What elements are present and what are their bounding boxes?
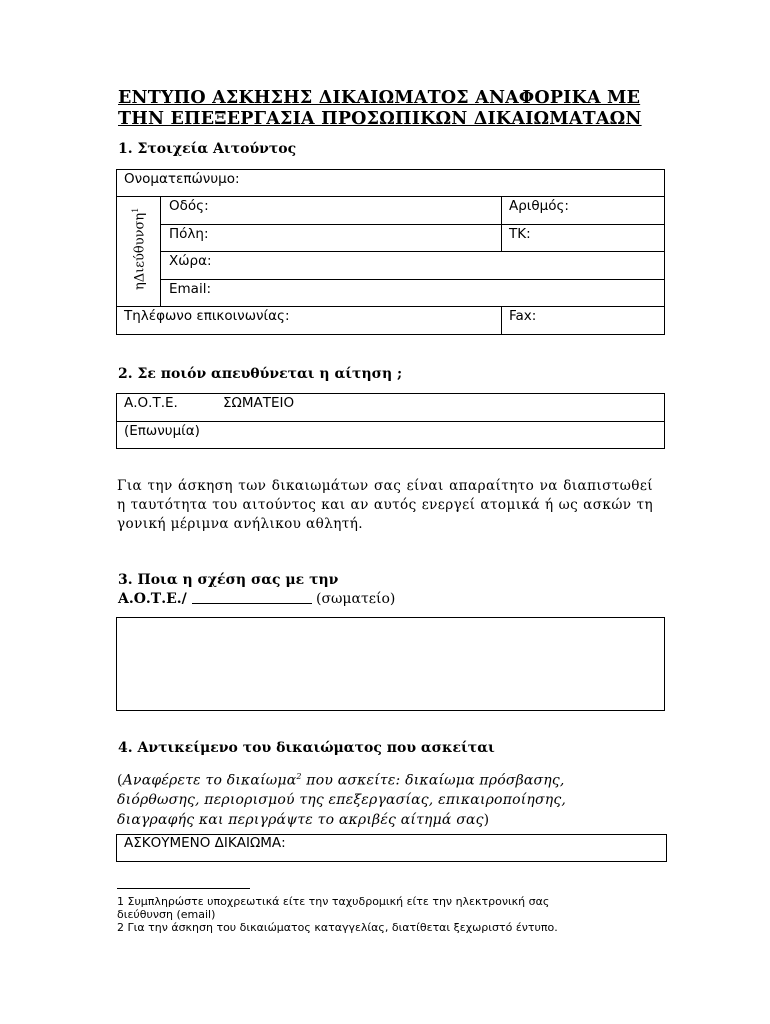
fax-field[interactable]: Fax:: [509, 308, 537, 324]
section4-note: (Αναφέρετε το δικαίωμα$^2$ που ασκείτε: δικαίωμα πρόσβασης, διόρθωσης, περιορισμού της επεξεργασίας, επικαιροποίησης, διαγραφής και περιγράψτε το ακριβές αίτημά σας): [117, 772, 567, 828]
relationship-answer-box[interactable]: [116, 617, 665, 711]
recipient-name-field[interactable]: (Επωνυμία): [124, 423, 200, 439]
recipient-aote[interactable]: Α.Ο.Τ.Ε.: [124, 395, 178, 411]
footnote-divider: [117, 888, 250, 889]
phone-field[interactable]: Τηλέφωνο επικοινωνίας:: [124, 308, 290, 324]
number-field[interactable]: Αριθμός:: [509, 198, 569, 214]
page-title: [118, 88, 678, 130]
club-blank-line[interactable]: [192, 603, 312, 604]
title-line-2: ΤΗΝ ΕΠΕΞΕΡΓΑΣΙΑ ΠΡΟΣΩΠΙΚΩΝ ΔΙΚΑΙΩΜΑΤΑΩΝ: [118, 109, 642, 129]
exercised-right-label: ΑΣΚΟΥΜΕΝΟ ΔΙΚΑΙΩΜΑ:: [124, 835, 286, 851]
footnote-1-line2: διεύθυνση (email): [117, 908, 216, 921]
footnote-2: 2 Για την άσκηση του δικαιώματος καταγγελίας, διατίθεται ξεχωριστό έντυπο.: [117, 921, 558, 934]
section3-heading-line2: Α.Ο.Τ.Ε./: [118, 591, 187, 607]
fullname-field[interactable]: Ονοματεπώνυμο:: [124, 171, 240, 187]
title-line-1: ΕΝΤΥΠΟ ΑΣΚΗΣΗΣ ΔΙΚΑΙΩΜΑΤΟΣ ΑΝΑΦΟΡΙΚΑ ΜΕ: [118, 88, 641, 108]
recipient-club[interactable]: ΣΩΜΑΤΕΙΟ: [223, 395, 295, 411]
section3-heading: [118, 571, 396, 609]
email-field[interactable]: Email:: [169, 281, 212, 297]
section2-heading: 2. Σε ποιόν απευθύνεται η αίτηση ;: [118, 366, 403, 382]
city-field[interactable]: Πόλη:: [169, 226, 209, 242]
section1-heading: 1. Στοιχεία Αιτούντος: [118, 141, 297, 157]
footnotes: [117, 895, 657, 934]
section3-suffix: (σωματείο): [316, 591, 396, 607]
country-field[interactable]: Χώρα:: [169, 253, 212, 269]
street-field[interactable]: Οδός:: [169, 198, 209, 214]
address-side-label: ηΔιεύθυνση$^1$: [131, 207, 148, 290]
section3-heading-line1: 3. Ποια η σχέση σας με την: [118, 572, 339, 588]
section4-heading: 4. Αντικείμενο του δικαιώματος που ασκείται: [118, 740, 495, 756]
postcode-field[interactable]: ΤΚ:: [509, 226, 531, 242]
footnote-1-line1: 1 Συμπληρώστε υποχρεωτικά είτε την ταχυδρομική είτε την ηλεκτρονική σας: [117, 895, 550, 908]
identity-paragraph: Για την άσκηση των δικαιωμάτων σας είναι απαραίτητο να διαπιστωθεί η ταυτότητα του αιτούντος και αν αυτός ενεργεί ατομικά ή ως ασκών τη γονική μέριμνα ανήλικου αθλητή.: [117, 478, 653, 532]
